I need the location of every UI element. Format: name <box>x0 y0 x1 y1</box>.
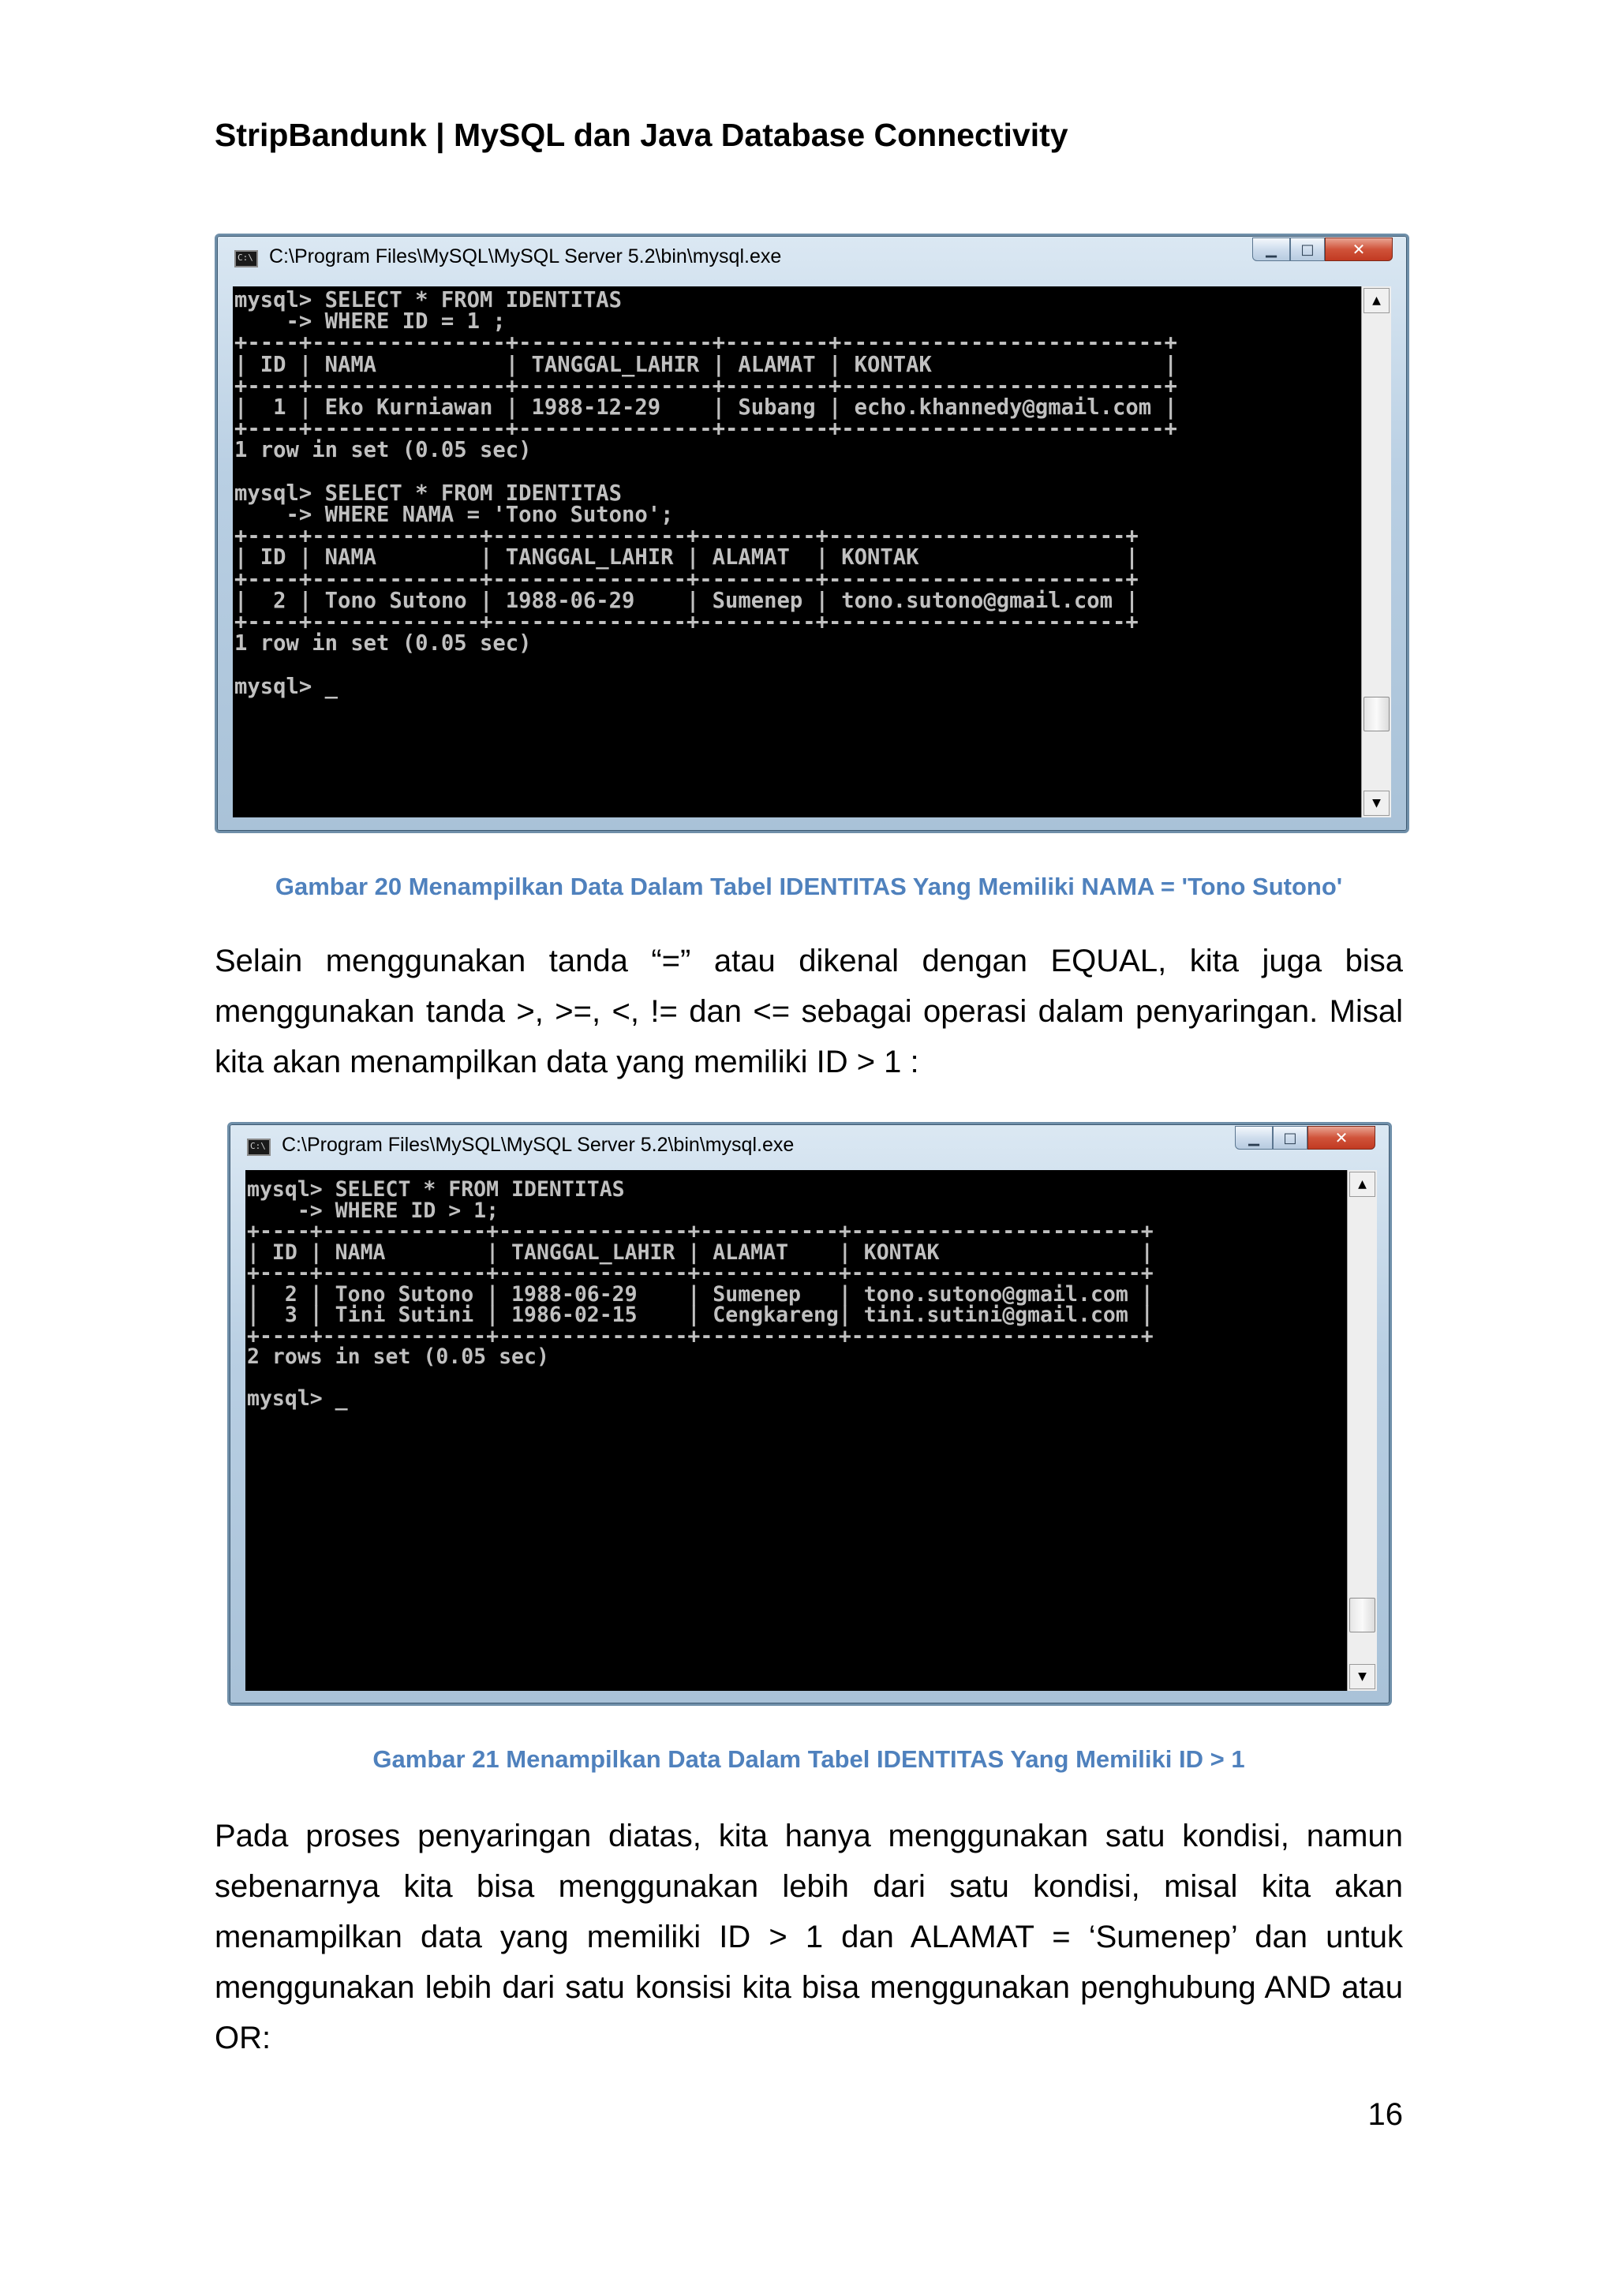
maximize-icon: □ <box>1283 1129 1297 1146</box>
scroll-up-icon: ▲ <box>1358 1178 1367 1191</box>
minimize-icon: ▁ <box>1266 241 1277 258</box>
scroll-up-button[interactable] <box>1349 1172 1375 1197</box>
minimize-icon: ▁ <box>1248 1129 1259 1146</box>
mysql-console-window-2 <box>227 1122 1392 1706</box>
console-scrollbar[interactable] <box>1361 286 1391 817</box>
scroll-up-button[interactable] <box>1364 288 1390 313</box>
window-title: C:\Program Files\MySQL\MySQL Server 5.2\bin\mysql.exe <box>282 1134 795 1156</box>
maximize-button[interactable] <box>1290 237 1325 261</box>
scroll-down-icon: ▼ <box>1358 1670 1367 1683</box>
close-icon: ✕ <box>1334 1128 1349 1147</box>
close-button[interactable] <box>1307 1126 1375 1150</box>
mysql-console-window-1 <box>215 234 1409 833</box>
scroll-down-button[interactable] <box>1349 1664 1375 1689</box>
figure-21-caption: Gambar 21 Menampilkan Data Dalam Tabel IDENTITAS Yang Memiliki ID > 1 <box>372 1745 1245 1773</box>
cmd-icon: C:\ <box>247 1139 271 1156</box>
console-scrollbar[interactable] <box>1347 1170 1377 1691</box>
console-text: mysql> SELECT * FROM IDENTITAS -> WHERE ID > 1; +----+-------------+---------------+-----------+-----------------------+ | ID | NAMA | TANGGAL_LAHIR | ALAMAT | KONTAK | +----+-------------+---------------+-----------+-----------------------+ | 2 | Tono Sutono | 1988-06-29 | Sumenep | tono.sutono@gmail.com | | 3 | Tini Sutini | 1986-02-15 | Cengkareng| tini.sutini@gmail.com | +----+-------------+---------------+-----------+-----------------------+ 2 rows in set (0.05 sec) mysql> _ <box>247 1177 1154 1411</box>
console-output[interactable] <box>245 1170 1347 1691</box>
paragraph-2: Pada proses penyaringan diatas, kita hanya menggunakan satu kondisi, namun sebenarnya kita bisa menggunakan lebih dari satu kondisi, misal kita akan menampilkan data yang memiliki ID > 1 dan ALAMAT = ‘Sumenep’ dan untuk menggunakan lebih dari satu konsisi kita bisa menggunakan penghubung AND atau OR: <box>215 1819 1403 2055</box>
minimize-button[interactable] <box>1252 237 1290 261</box>
paragraph-1: Selain menggunakan tanda “=” atau dikenal dengan EQUAL, kita juga bisa menggunakan tanda >, >=, <, != dan <= sebagai operasi dalam penyaringan. Misal kita akan menampilkan data yang memiliki ID > 1 : <box>215 944 1403 1079</box>
close-icon: ✕ <box>1352 240 1366 259</box>
scroll-thumb[interactable] <box>1364 697 1390 731</box>
console-output[interactable] <box>233 286 1361 817</box>
console-text: mysql> SELECT * FROM IDENTITAS -> WHERE ID = 1 ; +----+---------------+---------------+--------+-------------------------+ | ID | NAMA | TANGGAL_LAHIR | ALAMAT | KONTAK | +----+---------------+---------------+--------+-------------------------+ | 1 | Eko Kurniawan | 1988-12-29 | Subang | echo.khannedy@gmail.com | +----+---------------+---------------+--------+-------------------------+ 1 row in set (0.05 sec) mysql> SELECT * FROM IDENTITAS -> WHERE NAMA = 'Tono Sutono'; +----+-------------+---------------+---------+-----------------------+ | ID | NAMA | TANGGAL_LAHIR | ALAMAT | KONTAK | +----+-------------+---------------+---------+-----------------------+ | 2 | Tono Sutono | 1988-06-29 | Sumenep | tono.sutono@gmail.com | +----+-------------+---------------+---------+-----------------------+ 1 row in set (0.05 sec) mysql> _ <box>234 288 1177 699</box>
window-titlebar[interactable] <box>217 236 1407 280</box>
maximize-icon: □ <box>1300 241 1315 258</box>
page-number: 16 <box>1367 2097 1403 2132</box>
window-titlebar[interactable] <box>230 1124 1390 1169</box>
document-header: StripBandunk | MySQL dan Java Database Connectivity <box>215 117 1068 153</box>
window-title: C:\Program Files\MySQL\MySQL Server 5.2\bin\mysql.exe <box>269 245 782 267</box>
cmd-icon: C:\ <box>234 250 258 267</box>
maximize-button[interactable] <box>1273 1126 1307 1150</box>
scroll-down-button[interactable] <box>1364 791 1390 816</box>
figure-20-caption: Gambar 20 Menampilkan Data Dalam Tabel IDENTITAS Yang Memiliki NAMA = 'Tono Sutono' <box>275 873 1343 900</box>
window-controls <box>1235 1126 1375 1150</box>
scroll-down-icon: ▼ <box>1372 797 1381 810</box>
minimize-button[interactable] <box>1235 1126 1273 1150</box>
window-controls <box>1252 237 1393 261</box>
close-button[interactable] <box>1325 237 1393 261</box>
scroll-thumb[interactable] <box>1349 1598 1375 1632</box>
scroll-up-icon: ▲ <box>1372 294 1381 307</box>
